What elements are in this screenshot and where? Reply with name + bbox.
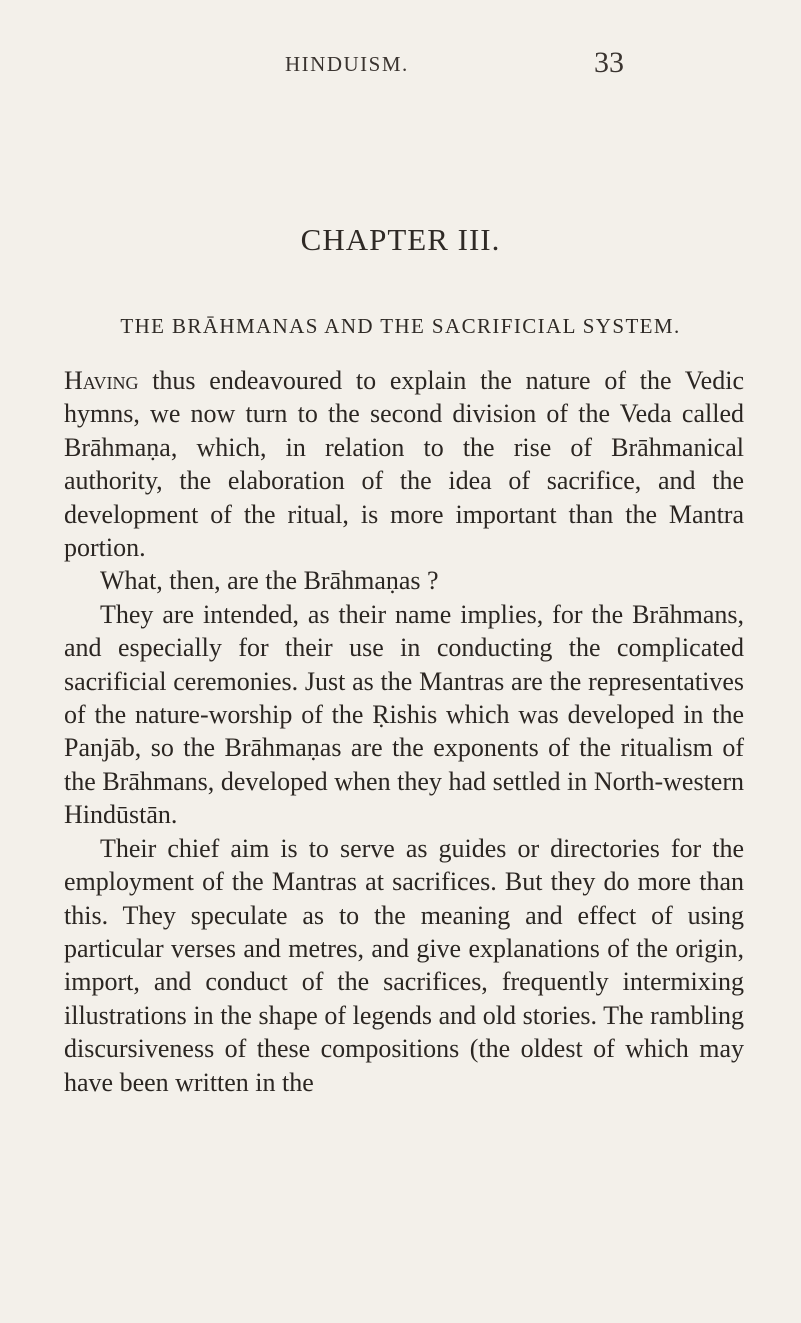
running-head (0, 46, 801, 86)
paragraph-1 (64, 364, 744, 564)
paragraph-3: They are intended, as their name implies, for the Brāhmans, and especially for their use in conducting the complicated sacrificial ceremonies. Just as the Mantras are the representatives of the nature-worship of the Ṛishis which was developed in the Panjāb, so the Brāhmaṇas are the exponents of the ritualism of the Brāhmans, developed when they had settled in North-western Hindūstān. (64, 599, 744, 830)
page-number: 33 (594, 46, 624, 79)
paragraph-lead-word: Having (64, 366, 139, 395)
paragraph-4: Their chief aim is to serve as guides or directories for the employment of the Mantras at sacrifices. But they do more than this. They speculate as to the meaning and effect of using particular verses and metres, and give explanations of the origin, import, and conduct of the sacrifices, frequently intermixing illustrations in the shape of legends and old stories. The rambling discursiveness of these compositions (the oldest of which may have been written in the (64, 833, 744, 1097)
chapter-title: CHAPTER III. (300, 222, 501, 257)
body-text (64, 364, 744, 1099)
paragraph-1-text: thus endeavoured to explain the nature of the Vedic hymns, we now turn to the second division of the Veda called Brāhmaṇa, which, in relation to the rise of Brāhmanical authority, the elaboration of the idea of sacrifice, and the development of the ritual, is more important than the Mantra portion. (64, 366, 744, 563)
chapter-subtitle: THE BRĀHMANAS AND THE SACRIFICIAL SYSTEM. (120, 314, 681, 338)
paragraph-2: What, then, are the Brāhmaṇas ? (100, 566, 439, 596)
running-title: HINDUISM. (285, 52, 409, 76)
